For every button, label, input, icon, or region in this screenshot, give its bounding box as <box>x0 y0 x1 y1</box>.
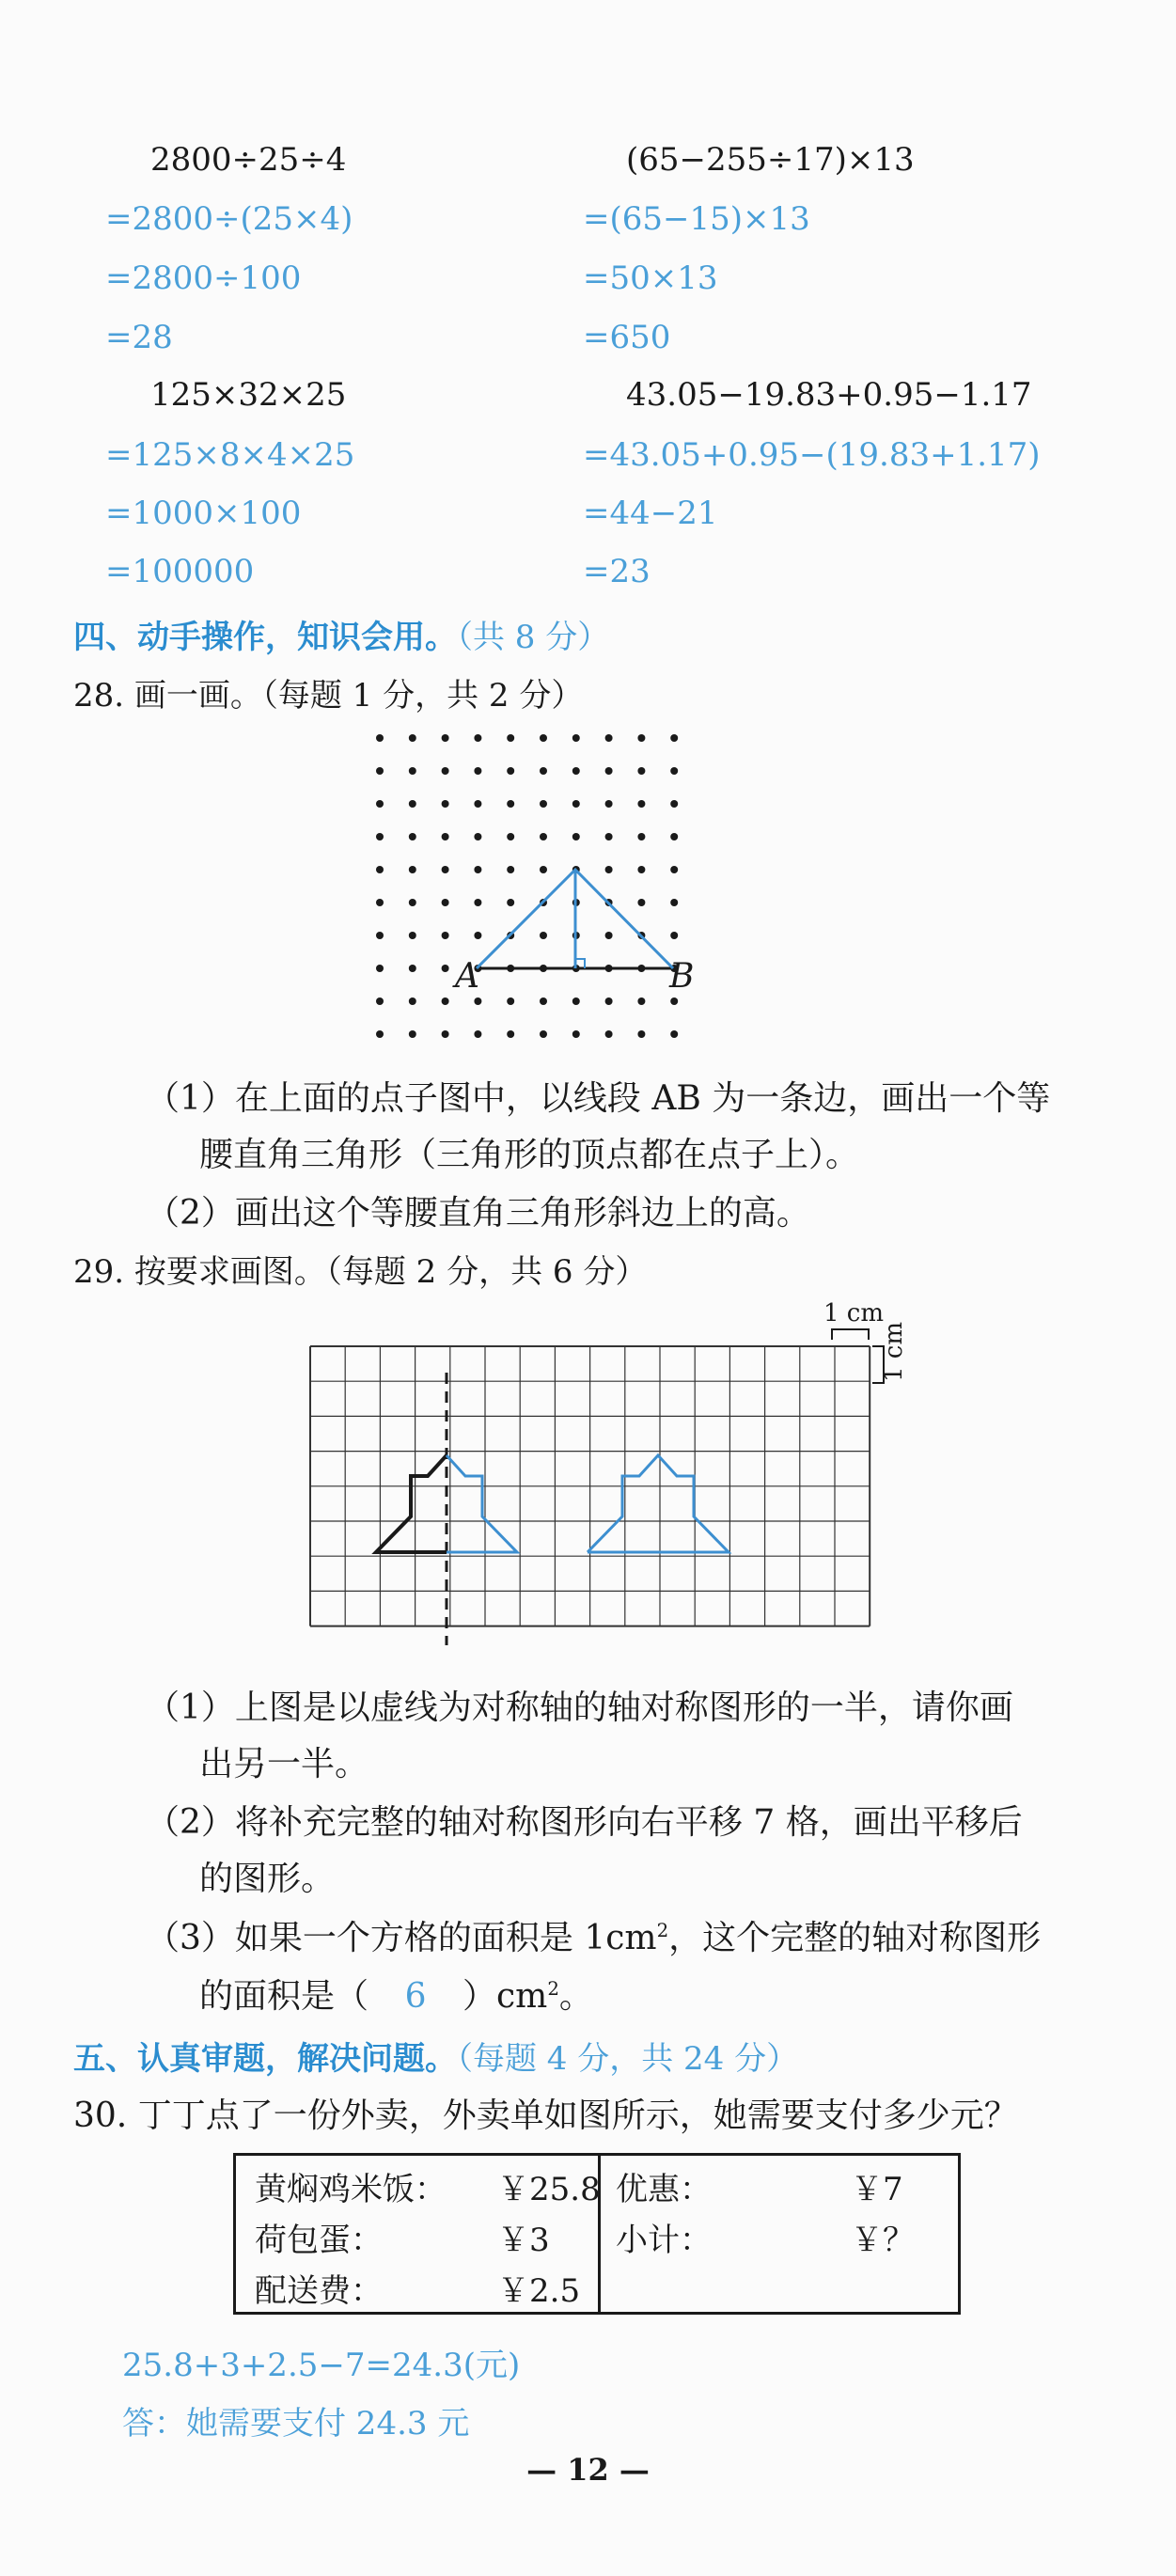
unit-vertical: 1 cm <box>880 1321 908 1382</box>
grid-dot <box>507 997 514 1005</box>
grid-dot <box>540 997 547 1005</box>
grid-dot <box>670 866 678 873</box>
grid-dot <box>442 734 449 742</box>
grid-dot <box>409 800 416 808</box>
section4-title: 四、动手操作，知识会用。 <box>73 619 457 656</box>
section4-score: （共 8 分） <box>457 619 610 656</box>
grid-dot <box>507 767 514 775</box>
calc-right1-line1: (65−255÷17)×13 <box>626 141 915 179</box>
calc-left2-line3: =1000×100 <box>105 495 302 532</box>
grid-dot <box>670 1030 678 1038</box>
q29-part1-line1: （1）上图是以虚线为对称轴的轴对称图形的一半，请你画 <box>146 1689 1013 1727</box>
grid-dot <box>540 767 547 775</box>
calc-left1-line3: =2800÷100 <box>105 259 302 297</box>
grid-dot <box>605 932 613 939</box>
q29-part2-line1: （2）将补充完整的轴对称图形向右平移 7 格，画出平移后 <box>146 1803 1023 1842</box>
grid-dot <box>409 767 416 775</box>
grid-dot <box>605 800 613 808</box>
grid-dot <box>376 997 384 1005</box>
receipt-row-3 <box>255 2265 581 2311</box>
q30-answer: 答：她需要支付 24.3 元 <box>122 2405 470 2442</box>
q29-part3-line2-end: 。 <box>558 1977 593 2016</box>
grid-dot <box>474 899 481 906</box>
grid-dot <box>540 734 547 742</box>
receipt-price: ￥2.5 <box>497 2272 581 2310</box>
grid-dot <box>442 997 449 1005</box>
grid-dot <box>474 997 481 1005</box>
section5-title: 五、认真审题，解决问题。 <box>73 2040 457 2078</box>
grid-lines <box>310 1346 870 1626</box>
calc-right1-line3: =50×13 <box>583 259 718 297</box>
receipt-row-discount <box>616 2163 903 2209</box>
grid-dot <box>442 833 449 840</box>
grid-dot <box>409 833 416 840</box>
grid-dot <box>670 997 678 1005</box>
grid-dot <box>442 767 449 775</box>
grid-dot <box>507 833 514 840</box>
grid-dot <box>376 833 384 840</box>
grid-dot <box>376 800 384 808</box>
order-receipt <box>233 2153 961 2315</box>
calc-left1-line2: =2800÷(25×4) <box>105 200 353 238</box>
dot-grid-dots <box>376 734 678 1038</box>
grid-dot <box>637 997 645 1005</box>
q29-part3-line1 <box>146 1911 1041 1959</box>
calc-right1-line4: =650 <box>583 319 671 356</box>
grid-dot <box>670 899 678 906</box>
calc-right2-line4: =23 <box>583 553 651 590</box>
grid-dot <box>474 866 481 873</box>
grid-dot <box>409 899 416 906</box>
q30-title: 30. 丁丁点了一份外卖，外卖单如图所示，她需要支付多少元？ <box>73 2097 1018 2135</box>
q29-part3-line2 <box>199 1970 593 2018</box>
grid-dot <box>376 866 384 873</box>
grid-dot <box>572 800 580 808</box>
grid-dot <box>637 734 645 742</box>
grid-dot <box>474 932 481 939</box>
grid-dot <box>540 800 547 808</box>
label-b: B <box>669 957 695 996</box>
grid-dot <box>376 1030 384 1038</box>
grid-dot <box>605 767 613 775</box>
grid-dot <box>376 899 384 906</box>
grid-dot <box>442 866 449 873</box>
calc-left2-line4: =100000 <box>105 553 255 590</box>
q29-part2-line2: 的图形。 <box>199 1860 336 1898</box>
grid-dot <box>572 734 580 742</box>
q29-title: 29. 按要求画图。（每题 2 分，共 6 分） <box>73 1253 648 1291</box>
mirrored-half-shape <box>447 1455 517 1552</box>
grid-dot <box>409 997 416 1005</box>
superscript-2: 2 <box>656 1920 669 1941</box>
q29-part3-line2-post: ）cm <box>463 1977 548 2016</box>
grid-dot <box>442 1030 449 1038</box>
grid-dot <box>540 833 547 840</box>
given-half-shape <box>376 1455 447 1552</box>
grid-dot <box>409 866 416 873</box>
grid-dot <box>507 1030 514 1038</box>
grid-dot <box>376 767 384 775</box>
grid-dot <box>540 932 547 939</box>
grid-dot <box>376 965 384 972</box>
grid-dot <box>670 833 678 840</box>
grid-dot <box>670 800 678 808</box>
q28-part1-line1: （1）在上面的点子图中，以线段 AB 为一条边，画出一个等 <box>146 1079 1051 1118</box>
grid-dot <box>637 800 645 808</box>
unit-bracket-v <box>872 1346 884 1383</box>
grid-dot <box>474 734 481 742</box>
grid-dot <box>409 734 416 742</box>
q29-part3-line2-pre: 的面积是（ <box>199 1977 369 2016</box>
q28-title: 28. 画一画。（每题 1 分，共 2 分） <box>73 677 584 715</box>
receipt-row-1 <box>255 2163 601 2209</box>
grid-dot <box>572 997 580 1005</box>
grid-dot <box>637 833 645 840</box>
q28-part2: （2）画出这个等腰直角三角形斜边上的高。 <box>146 1194 810 1233</box>
grid-dot <box>507 734 514 742</box>
grid-dot <box>409 932 416 939</box>
grid-dot <box>376 932 384 939</box>
grid-dot <box>540 866 547 873</box>
calc-left2-line2: =125×8×4×25 <box>105 436 355 474</box>
section5-heading <box>73 2033 798 2079</box>
section4-heading <box>73 611 609 657</box>
grid-dot <box>670 734 678 742</box>
grid-dot <box>605 1030 613 1038</box>
grid-dot <box>442 965 449 972</box>
translated-shape <box>588 1455 729 1552</box>
dot-grid-figure <box>357 724 846 1034</box>
calc-right2-line3: =44−21 <box>583 495 718 532</box>
q29-part3-line1-post: ，这个完整的轴对称图形 <box>668 1919 1042 1957</box>
grid-dot <box>572 1030 580 1038</box>
grid-dot <box>540 1030 547 1038</box>
receipt-row-2 <box>255 2214 550 2260</box>
grid-dot <box>605 833 613 840</box>
receipt-item: 优惠： <box>616 2171 712 2208</box>
superscript-2b: 2 <box>547 1978 559 2000</box>
q30-solution: 25.8+3+2.5−7=24.3(元) <box>122 2347 521 2384</box>
q29-part3-answer: 6 <box>404 1977 427 2016</box>
grid-dot <box>507 866 514 873</box>
calc-right1-line2: =(65−15)×13 <box>583 200 810 238</box>
grid-dot <box>474 1030 481 1038</box>
receipt-item: 小计： <box>616 2222 712 2259</box>
q29-part1-line2: 出另一半。 <box>199 1745 369 1783</box>
receipt-price: ￥？ <box>851 2222 915 2259</box>
calc-left1-line1: 2800÷25÷4 <box>150 141 347 179</box>
unit-horizontal: 1 cm <box>823 1299 885 1327</box>
grid-dot <box>474 767 481 775</box>
receipt-price: ￥3 <box>497 2222 550 2259</box>
grid-dot <box>474 800 481 808</box>
grid-dot <box>507 800 514 808</box>
grid-dot <box>637 866 645 873</box>
grid-dot <box>409 965 416 972</box>
grid-dot <box>442 800 449 808</box>
grid-dot <box>507 899 514 906</box>
grid-dot <box>442 899 449 906</box>
grid-dot <box>670 767 678 775</box>
receipt-item: 荷包蛋： <box>255 2222 383 2259</box>
receipt-item: 配送费： <box>255 2272 383 2310</box>
square-grid-figure <box>301 1316 902 1655</box>
unit-bracket-h <box>832 1329 869 1340</box>
grid-dot <box>474 833 481 840</box>
grid-dot <box>572 833 580 840</box>
receipt-item: 黄焖鸡米饭： <box>255 2171 447 2208</box>
grid-dot <box>572 767 580 775</box>
grid-dot <box>409 1030 416 1038</box>
calc-left2-line1: 125×32×25 <box>150 376 347 414</box>
grid-dot <box>670 932 678 939</box>
grid-dot <box>637 767 645 775</box>
calc-left1-line4: =28 <box>105 319 173 356</box>
grid-dot <box>637 1030 645 1038</box>
grid-dot <box>605 734 613 742</box>
receipt-price: ￥7 <box>851 2171 903 2208</box>
q29-part3-line1-pre: （3）如果一个方格的面积是 1cm <box>146 1919 657 1957</box>
grid-dot <box>605 997 613 1005</box>
receipt-row-subtotal <box>616 2214 915 2260</box>
grid-dot <box>442 932 449 939</box>
page-number: — 12 — <box>526 2452 650 2488</box>
q28-part1-line2: 腰直角三角形（三角形的顶点都在点子上）。 <box>199 1136 860 1174</box>
calc-right2-line1: 43.05−19.83+0.95−1.17 <box>626 376 1032 414</box>
grid-dot <box>376 734 384 742</box>
grid-dot <box>637 899 645 906</box>
calc-right2-line2: =43.05+0.95−(19.83+1.17) <box>583 436 1041 474</box>
label-a: A <box>455 957 479 996</box>
receipt-price: ￥25.8 <box>497 2171 601 2208</box>
grid-dot <box>605 866 613 873</box>
section5-score: （每题 4 分，共 24 分） <box>457 2040 799 2078</box>
